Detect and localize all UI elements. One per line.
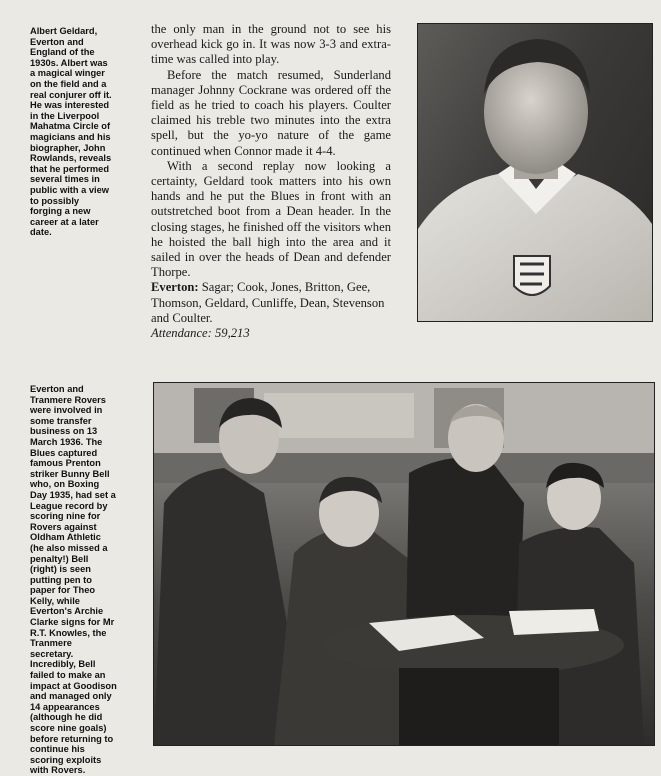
paragraph: With a second replay now looking a certainty, Geldard took matters into his own hands and he put the Blues in front with an outstretched boot from a Dean header. In the closing stages, he finished off the visitors when he hoisted the ball high into the area and it sailed in over the heads of Dean and defender Thorpe. [151,158,391,280]
portrait-photo [417,23,653,322]
lineup-players: Sagar; Cook, Jones, Britton, Gee, Thomson, Geldard, Cunliffe, Dean, Stevenson and Coulter. [151,280,385,325]
article-body [151,22,391,341]
photo-caption-geldard: Albert Geldard, Everton and England of the 1930s. Albert was a magical winger on the field and a real conjurer off it. He was interested in the Liverpool Mahatma Circle of magicians and his biographer, John Rowlands, reveals that he performed several times in public with a view to possibly forging a new career at a later date. [30,26,112,238]
photo-caption-transfer: Everton and Tranmere Rovers were involved in some transfer business on 13 March 1936. The Blues captured famous Prenton striker Bunny Bell who, on Boxing Day 1935, had set a League record by scoring nine for Rovers against Oldham Athletic (he also missed a penalty!) Bell (right) is seen putting pen to paper for Theo Kelly, while Everton's Archie Clarke signs for Mr R.T. Knowles, the Tranmere secretary. Incredibly, Bell failed to make an impact at Goodison and managed only 14 appearances (although he did score nine goals) before returning to continue his scoring exploits with Rovers. [30,384,117,776]
paragraph: Before the match resumed, Sunderland manager Johnny Cockrane was ordered off the field as he tried to coach his players. Coulter claimed his treble two minutes into the extra spell, but the yo-yo nature of the game continued when Connor made it 4-4. [151,67,391,158]
paragraph: the only man in the ground not to see his overhead kick go in. It was now 3-3 and extra-time was called into play. [151,22,391,67]
team-lineup [151,280,391,326]
lineup-label: Everton: [151,280,199,295]
transfer-signing-photo [153,382,655,746]
attendance: Attendance: 59,213 [151,326,250,341]
